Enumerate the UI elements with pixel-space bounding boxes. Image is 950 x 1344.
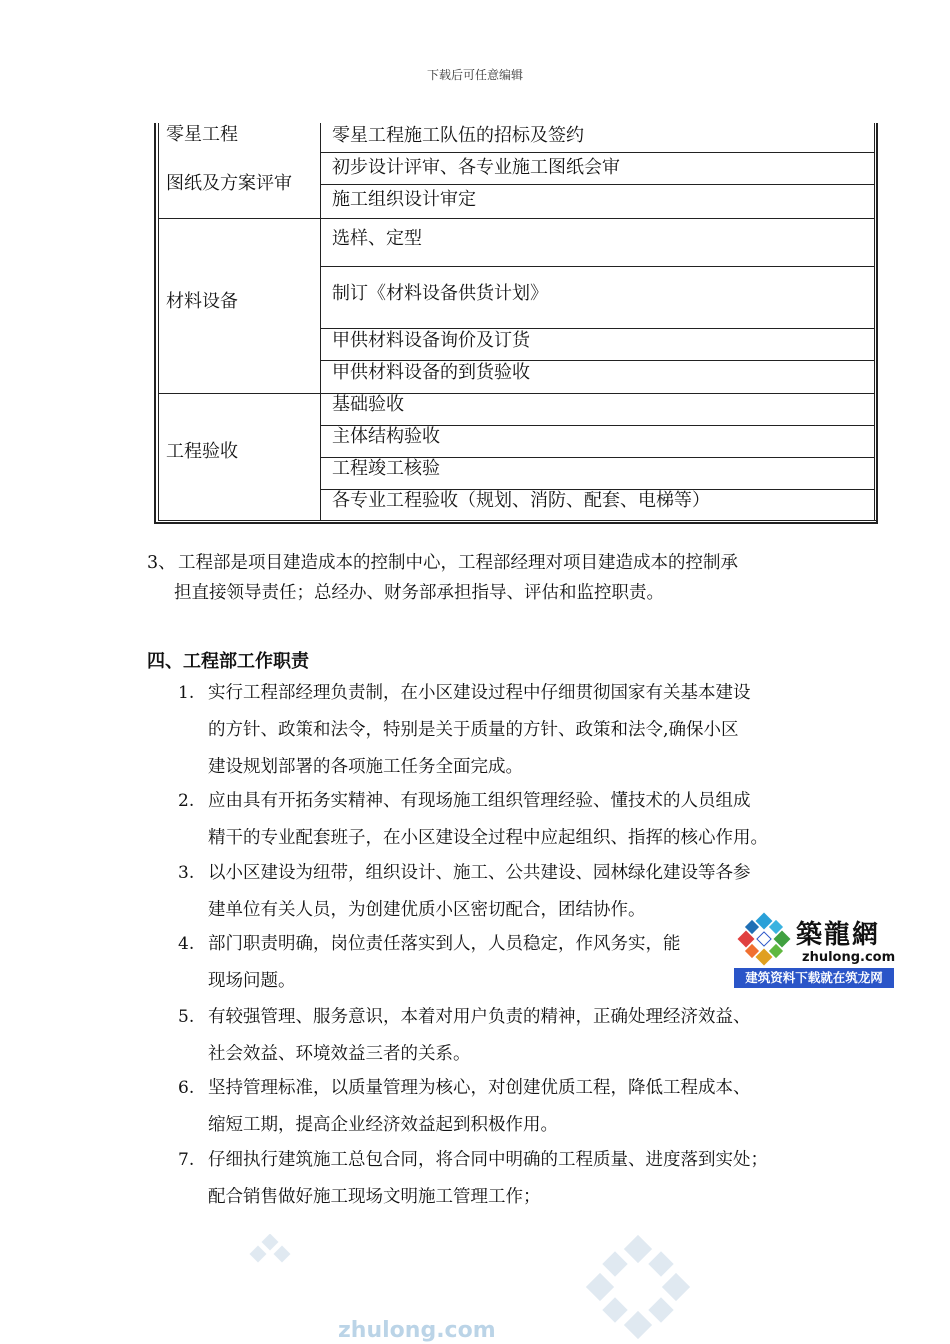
- duty-number: 7.: [178, 1150, 195, 1170]
- duty-line: 社会效益、环境效益三者的关系。: [208, 1044, 471, 1064]
- duty-line: 有较强管理、服务意识，本着对用户负责的精神，正确处理经济效益、: [208, 1007, 751, 1027]
- duty-line: 精干的专业配套班子，在小区建设全过程中应起组织、指挥的核心作用。: [208, 828, 768, 848]
- table-border-left-inner: [158, 123, 159, 520]
- duty-line: 以小区建设为纽带，组织设计、施工、公共建设、园林绿化建设等各参: [208, 863, 751, 883]
- paragraph-number: 3、: [147, 553, 176, 573]
- duty-number: 2.: [178, 791, 195, 811]
- table-border-right-inner: [874, 123, 875, 520]
- table-item: 零星工程施工队伍的招标及签约: [332, 125, 584, 146]
- duty-line: 应由具有开拓务实精神、有现场施工组织管理经验、懂技术的人员组成: [208, 791, 751, 811]
- duty-number: 4.: [178, 934, 195, 954]
- table-border-bottom-inner: [158, 520, 876, 521]
- table-row-separator: [320, 152, 874, 153]
- table-item: 施工组织设计审定: [332, 189, 476, 210]
- duty-line: 仔细执行建筑施工总包合同，将合同中明确的工程质量、进度落到实处；: [208, 1150, 768, 1170]
- duty-number: 3.: [178, 863, 195, 883]
- table-column-divider: [320, 123, 321, 520]
- watermark-snowflake-icon: [240, 1234, 300, 1274]
- table-border-left: [154, 123, 156, 524]
- duty-line: 坚持管理标准，以质量管理为核心，对创建优质工程，降低工程成本、: [208, 1078, 751, 1098]
- table-item: 甲供材料设备询价及订货: [332, 330, 530, 351]
- duty-number: 1.: [178, 683, 195, 703]
- duty-line: 的方针、政策和法令，特别是关于质量的方针、政策和法令,确保小区: [208, 720, 739, 740]
- duty-line: 部门职责明确，岗位责任落实到人，人员稳定，作风务实，能: [208, 934, 681, 954]
- table-item: 主体结构验收: [332, 426, 440, 447]
- duty-line: 缩短工期，提高企业经济效益起到积极作用。: [208, 1115, 558, 1135]
- table-item: 初步设计评审、各专业施工图纸会审: [332, 157, 620, 178]
- table-item: 工程竣工核验: [332, 458, 440, 479]
- duty-line: 现场问题。: [208, 971, 296, 991]
- duty-line: 实行工程部经理负责制，在小区建设过程中仔细贯彻国家有关基本建设: [208, 683, 751, 703]
- paragraph-line: 工程部是项目建造成本的控制中心，工程部经理对项目建造成本的控制承: [178, 553, 738, 573]
- header-note: 下载后可任意编辑: [426, 68, 523, 82]
- table-row-separator: [320, 184, 874, 185]
- table-category: 图纸及方案评审: [166, 173, 292, 194]
- table-row-separator: [320, 360, 874, 361]
- table-item: 甲供材料设备的到货验收: [332, 362, 530, 383]
- table-item: 基础验收: [332, 394, 404, 415]
- table-category: 工程验收: [166, 441, 238, 462]
- duty-line: 建单位有关人员，为创建优质小区密切配合，团结协作。: [208, 900, 646, 920]
- table-row-separator: [320, 328, 874, 329]
- duty-number: 6.: [178, 1078, 195, 1098]
- responsibility-table: [154, 123, 878, 524]
- table-category: 材料设备: [166, 291, 238, 312]
- table-group-separator: [158, 218, 874, 219]
- table-item: 制订《材料设备供货计划》: [332, 283, 548, 304]
- logo-domain: zhulong.com: [802, 950, 896, 965]
- table-category: 零星工程: [166, 124, 238, 145]
- logo-name: 築龍網: [796, 920, 881, 950]
- table-group-separator: [158, 393, 874, 394]
- section-title: 四、工程部工作职责: [147, 651, 309, 672]
- paragraph-line: 担直接领导责任；总经办、财务部承担指导、评估和监控职责。: [174, 583, 664, 603]
- logo-slogan: 建筑资料下载就在筑龙网: [734, 968, 894, 988]
- table-item: 各专业工程验收（规划、消防、配套、电梯等）: [332, 490, 710, 511]
- snowflake-icon: [734, 910, 794, 968]
- duty-number: 5.: [178, 1007, 195, 1027]
- table-border-bottom: [154, 522, 878, 524]
- watermark-text: zhulong.com: [338, 1318, 496, 1343]
- table-item: 选样、定型: [332, 228, 422, 249]
- table-row-separator: [320, 266, 874, 267]
- table-border-right: [876, 123, 878, 524]
- zhulong-logo: [734, 910, 894, 990]
- duty-line: 建设规划部署的各项施工任务全面完成。: [208, 757, 523, 777]
- watermark-snowflake-icon: [578, 1232, 698, 1342]
- duty-line: 配合销售做好施工现场文明施工管理工作；: [208, 1187, 541, 1207]
